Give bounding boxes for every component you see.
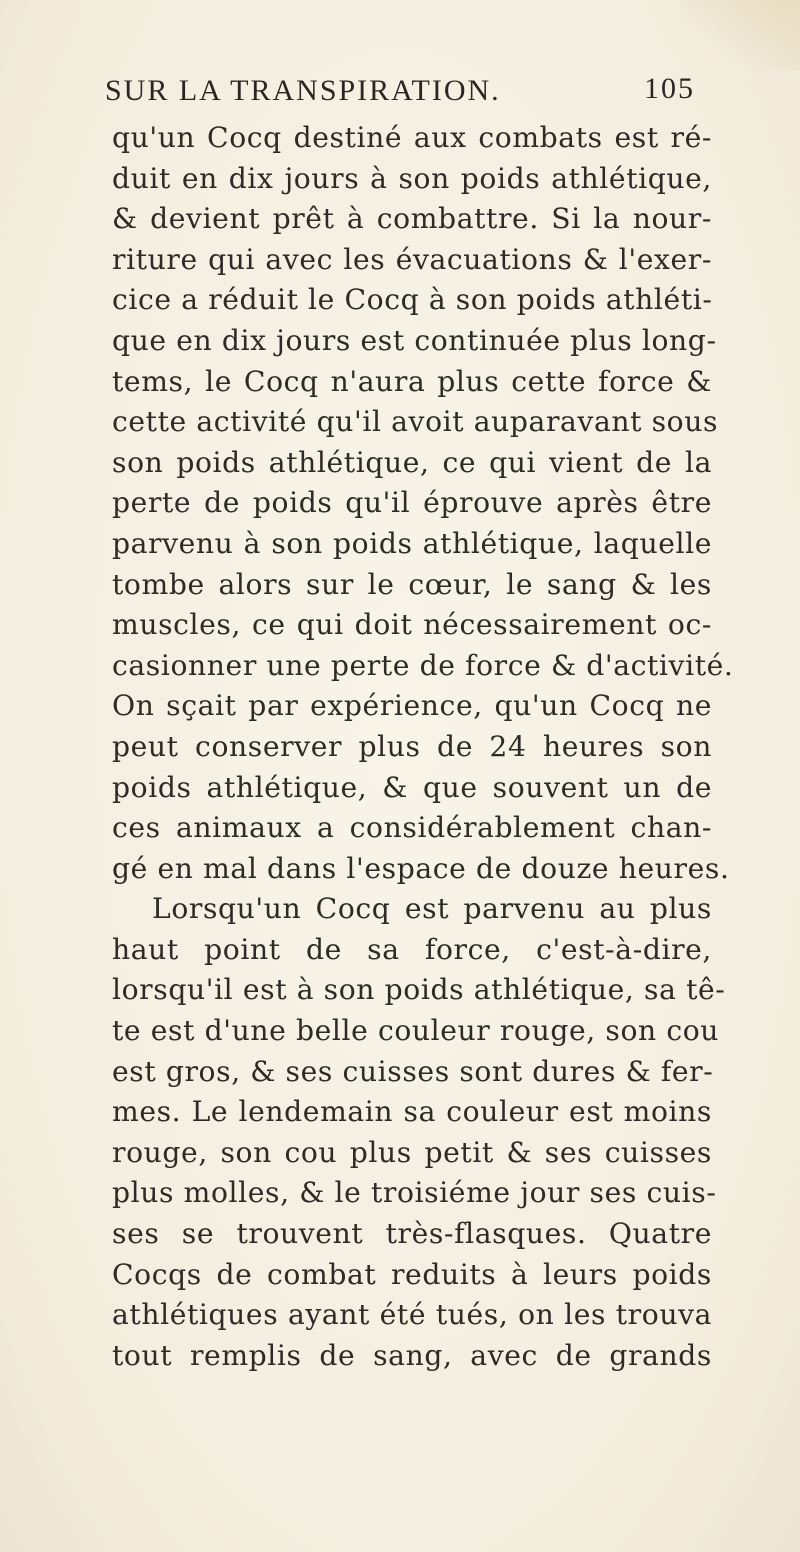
text-line: On sçait par expérience, qu'un Cocq ne bbox=[112, 689, 712, 723]
text-line: & devient prêt à combattre. Si la nour- bbox=[112, 202, 712, 236]
page-number: 105 bbox=[644, 72, 695, 105]
text-line: plus molles, & le troisiéme jour ses cuis- bbox=[112, 1176, 717, 1210]
text-line: est gros, & ses cuisses sont dures & fer- bbox=[112, 1054, 714, 1088]
text-line: tombe alors sur le cœur, le sang & les bbox=[112, 567, 712, 601]
text-line: tout remplis de sang, avec de grands bbox=[112, 1338, 712, 1372]
text-line: que en dix jours est continuée plus long- bbox=[112, 323, 717, 357]
text-line: athlétiques ayant été tués, on les trouva bbox=[112, 1298, 712, 1332]
text-line: son poids athlétique, ce qui vient de la bbox=[112, 445, 712, 479]
text-line: ces animaux a considérablement chan- bbox=[112, 811, 712, 845]
text-line: lorsqu'il est à son poids athlétique, sa tê- bbox=[112, 973, 726, 1007]
text-line: casionner une perte de force & d'activité. bbox=[112, 648, 734, 682]
text-line: haut point de sa force, c'est-à-dire, bbox=[112, 932, 712, 966]
text-line: Lorsqu'un Cocq est parvenu au plus bbox=[152, 892, 712, 926]
text-line: perte de poids qu'il éprouve après être bbox=[112, 486, 712, 520]
text-line: parvenu à son poids athlétique, laquelle bbox=[112, 526, 712, 560]
text-line: te est d'une belle couleur rouge, son cou bbox=[112, 1014, 720, 1048]
text-line: peut conserver plus de 24 heures son bbox=[112, 729, 712, 763]
text-line: poids athlétique, & que souvent un de bbox=[112, 770, 712, 804]
text-line: riture qui avec les évacuations & l'exer- bbox=[112, 242, 712, 276]
text-line: gé en mal dans l'espace de douze heures. bbox=[112, 851, 730, 885]
text-line: muscles, ce qui doit nécessairement oc- bbox=[112, 608, 712, 642]
running-title: SUR LA TRANSPIRATION. bbox=[105, 74, 501, 107]
text-line: tems, le Cocq n'aura plus cette force & bbox=[112, 364, 712, 398]
text-line: mes. Le lendemain sa couleur est moins bbox=[112, 1095, 712, 1129]
text-line: Cocqs de combat reduits à leurs poids bbox=[112, 1257, 712, 1291]
body-text bbox=[112, 118, 734, 1376]
text-line: cette activité qu'il avoit auparavant sous bbox=[112, 405, 719, 439]
text-line: duit en dix jours à son poids athlétique, bbox=[112, 161, 712, 195]
page-header bbox=[105, 72, 695, 112]
text-line: qu'un Cocq destiné aux combats est ré- bbox=[112, 121, 712, 154]
text-line: rouge, son cou plus petit & ses cuisses bbox=[112, 1135, 712, 1169]
text-line: ses se trouvent très-flasques. Quatre bbox=[112, 1217, 712, 1251]
text-line: cice a réduit le Cocq à son poids athléti- bbox=[112, 283, 713, 317]
paper-stain bbox=[680, 0, 800, 70]
